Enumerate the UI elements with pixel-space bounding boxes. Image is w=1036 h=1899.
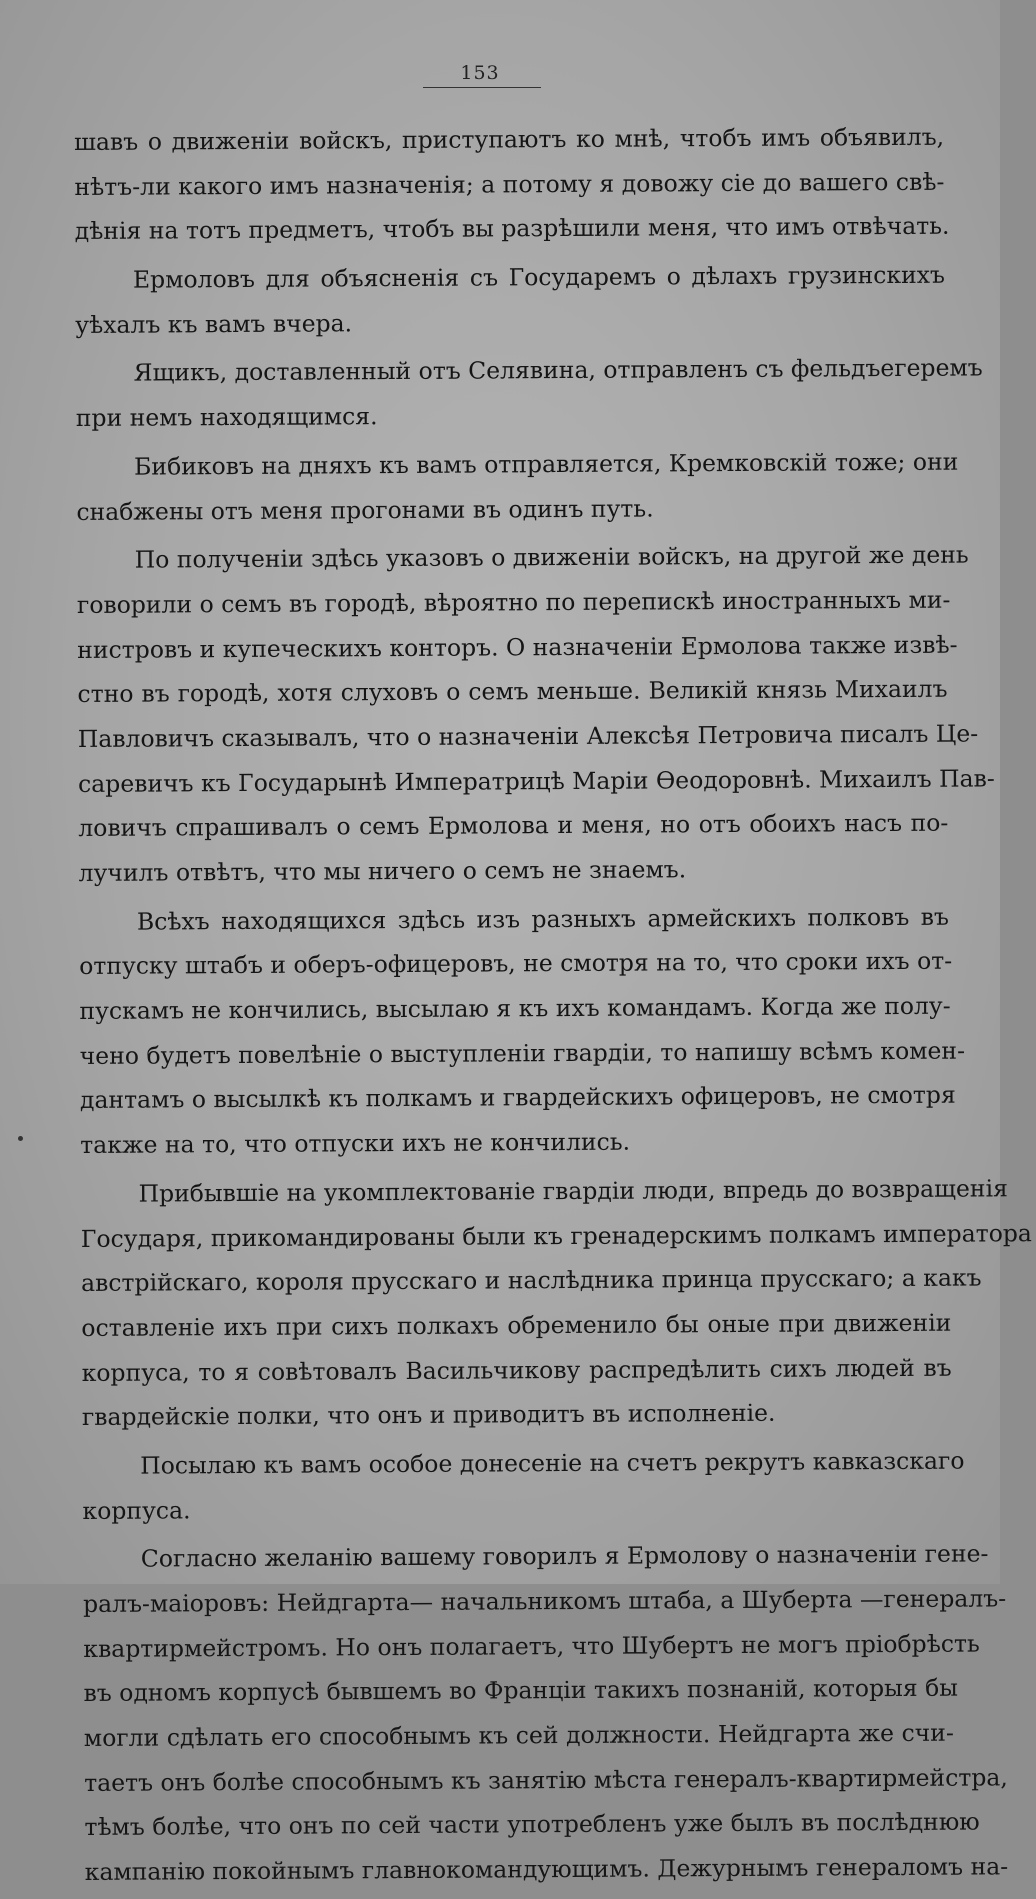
header-rule [423,87,541,88]
page-number: 153 [460,62,500,84]
text-line: Ящикъ, доставленный отъ Селявина, отправленъ съ фельдъегеремъ [133,353,983,388]
text-line: Прибывшіе на укомплектованіе гвардіи люди, впредь до возвращенія [138,1174,1008,1208]
text-line: въ одномъ корпусѣ бывшемъ во Франціи такихъ познаній, которыя бы [83,1674,959,1708]
text-line: корпуса. [82,1495,191,1525]
paragraph [80,1166,1032,1439]
text-line: кампанію покойнымъ главнокомандующимъ. Дежурнымъ генераломъ на- [84,1852,1009,1887]
text-line: снабжены отъ меня прогонами въ одинъ путь. [76,493,654,526]
text-line: ралъ-маіоровъ: Нейдгарта— начальникомъ штаба, а Шуберта —генералъ- [82,1584,1007,1618]
text-line: лучилъ отвѣтъ, что мы ничего о семъ не знаемъ. [78,855,687,887]
text-line: Ермоловъ для объясненія съ Государемъ о дѣлахъ грузинскихъ [132,260,946,294]
text-line: корпуса, то я совѣтовалъ Васильчикову распредѣлить сихъ людей въ [81,1353,952,1387]
text-line: гвардейскіе полки, что онъ и приводитъ въ исполненіе. [81,1398,776,1432]
text-line: могли сдѣлать его способнымъ къ сей должности. Нейдгарта же счи- [83,1718,954,1753]
text-line: чено будетъ повелѣніе о выступленіи гвардіи, то напишу всѣмъ комен- [79,1036,966,1070]
paragraph [82,1532,1009,1895]
text-line: говорили о семъ въ городѣ, вѣроятно по перепискѣ иностранныхъ ми- [76,585,951,619]
text-line: отпуску штабъ и оберъ-офицеровъ, не смотря на то, что сроки ихъ от- [79,947,953,981]
paragraph [82,1439,965,1534]
text-line: Согласно желанію вашему говорилъ я Ермолову о назначеніи гене- [140,1539,989,1573]
text-line: уѣхалъ къ вамъ вчера. [75,309,353,339]
paragraph [75,346,983,441]
text-line: Государя, прикомандированы были къ гренадерскимъ полкамъ императора [80,1218,1032,1253]
text-line: Посылаю къ вамъ особое донесеніе на счетъ рекрутъ кавказскаго [140,1446,965,1480]
margin-dot [18,1136,23,1141]
paragraph [74,115,950,254]
body-text [74,115,1032,1899]
text-line: По полученіи здѣсь указовъ о движеніи войскъ, на другой же день [134,540,969,574]
text-line: шавъ о движеніи войскъ, приступаютъ ко мнѣ, чтобъ имъ объявилъ, [74,122,945,156]
text-line: нѣтъ-ли какого имъ назначенія; а потому я довожу сіе до вашего свѣ- [74,167,945,201]
paragraph [76,439,959,534]
paragraph [79,894,966,1167]
text-line: квартирмейстромъ. Но онъ полагаетъ, что Шубертъ не могъ пріобрѣсть [83,1629,980,1663]
text-line: нистровъ и купеческихъ конторъ. О назначеніи Ермолова также извѣ- [77,630,958,664]
text-line: дѣнія на тотъ предметъ, чтобъ вы разрѣшили меня, что имъ отвѣчать. [74,212,950,246]
text-line: оставленіе ихъ при сихъ полкахъ обременило бы оные при движеніи [81,1308,952,1342]
text-line: при немъ находящимся. [75,402,378,433]
text-line: также на то, что отпуски ихъ не кончились. [80,1127,631,1160]
text-line: тѣмъ болѣе, что онъ по сей части употребленъ уже былъ въ послѣднюю [84,1807,980,1842]
text-line: ловичъ спрашивалъ о семъ Ермолова и меня, но отъ обоихъ насъ по- [78,808,949,843]
paragraph [75,253,946,348]
text-line: Всѣхъ находящихся здѣсь изъ разныхъ армейскихъ полковъ въ [136,902,949,936]
text-line: Павловичъ сказывалъ, что о назначеніи Алексѣя Петровича писалъ Це- [77,719,979,753]
paragraph [76,533,995,896]
text-line: стно въ городѣ, хотя слуховъ о семъ меньше. Великій князь Михаилъ [77,674,948,709]
text-line: таетъ онъ болѣе способнымъ къ занятію мѣста генералъ-квартирмейстра, [84,1763,1008,1797]
text-line: Бибиковъ на дняхъ къ вамъ отправляется, Кремковскій тоже; они [134,447,959,481]
text-line: пускамъ не кончились, высылаю я къ ихъ командамъ. Когда же полу- [79,991,951,1026]
text-line: саревичъ къ Государынѣ Императрицѣ Маріи Ѳеодоровнѣ. Михаилъ Пав- [77,764,995,798]
text-line: австрійскаго, короля прусскаго и наслѣдника принца прусскаго; а какъ [81,1263,982,1298]
text-line: дантамъ о высылкѣ къ полкамъ и гвардейскихъ офицеровъ, не смотря [79,1081,956,1115]
